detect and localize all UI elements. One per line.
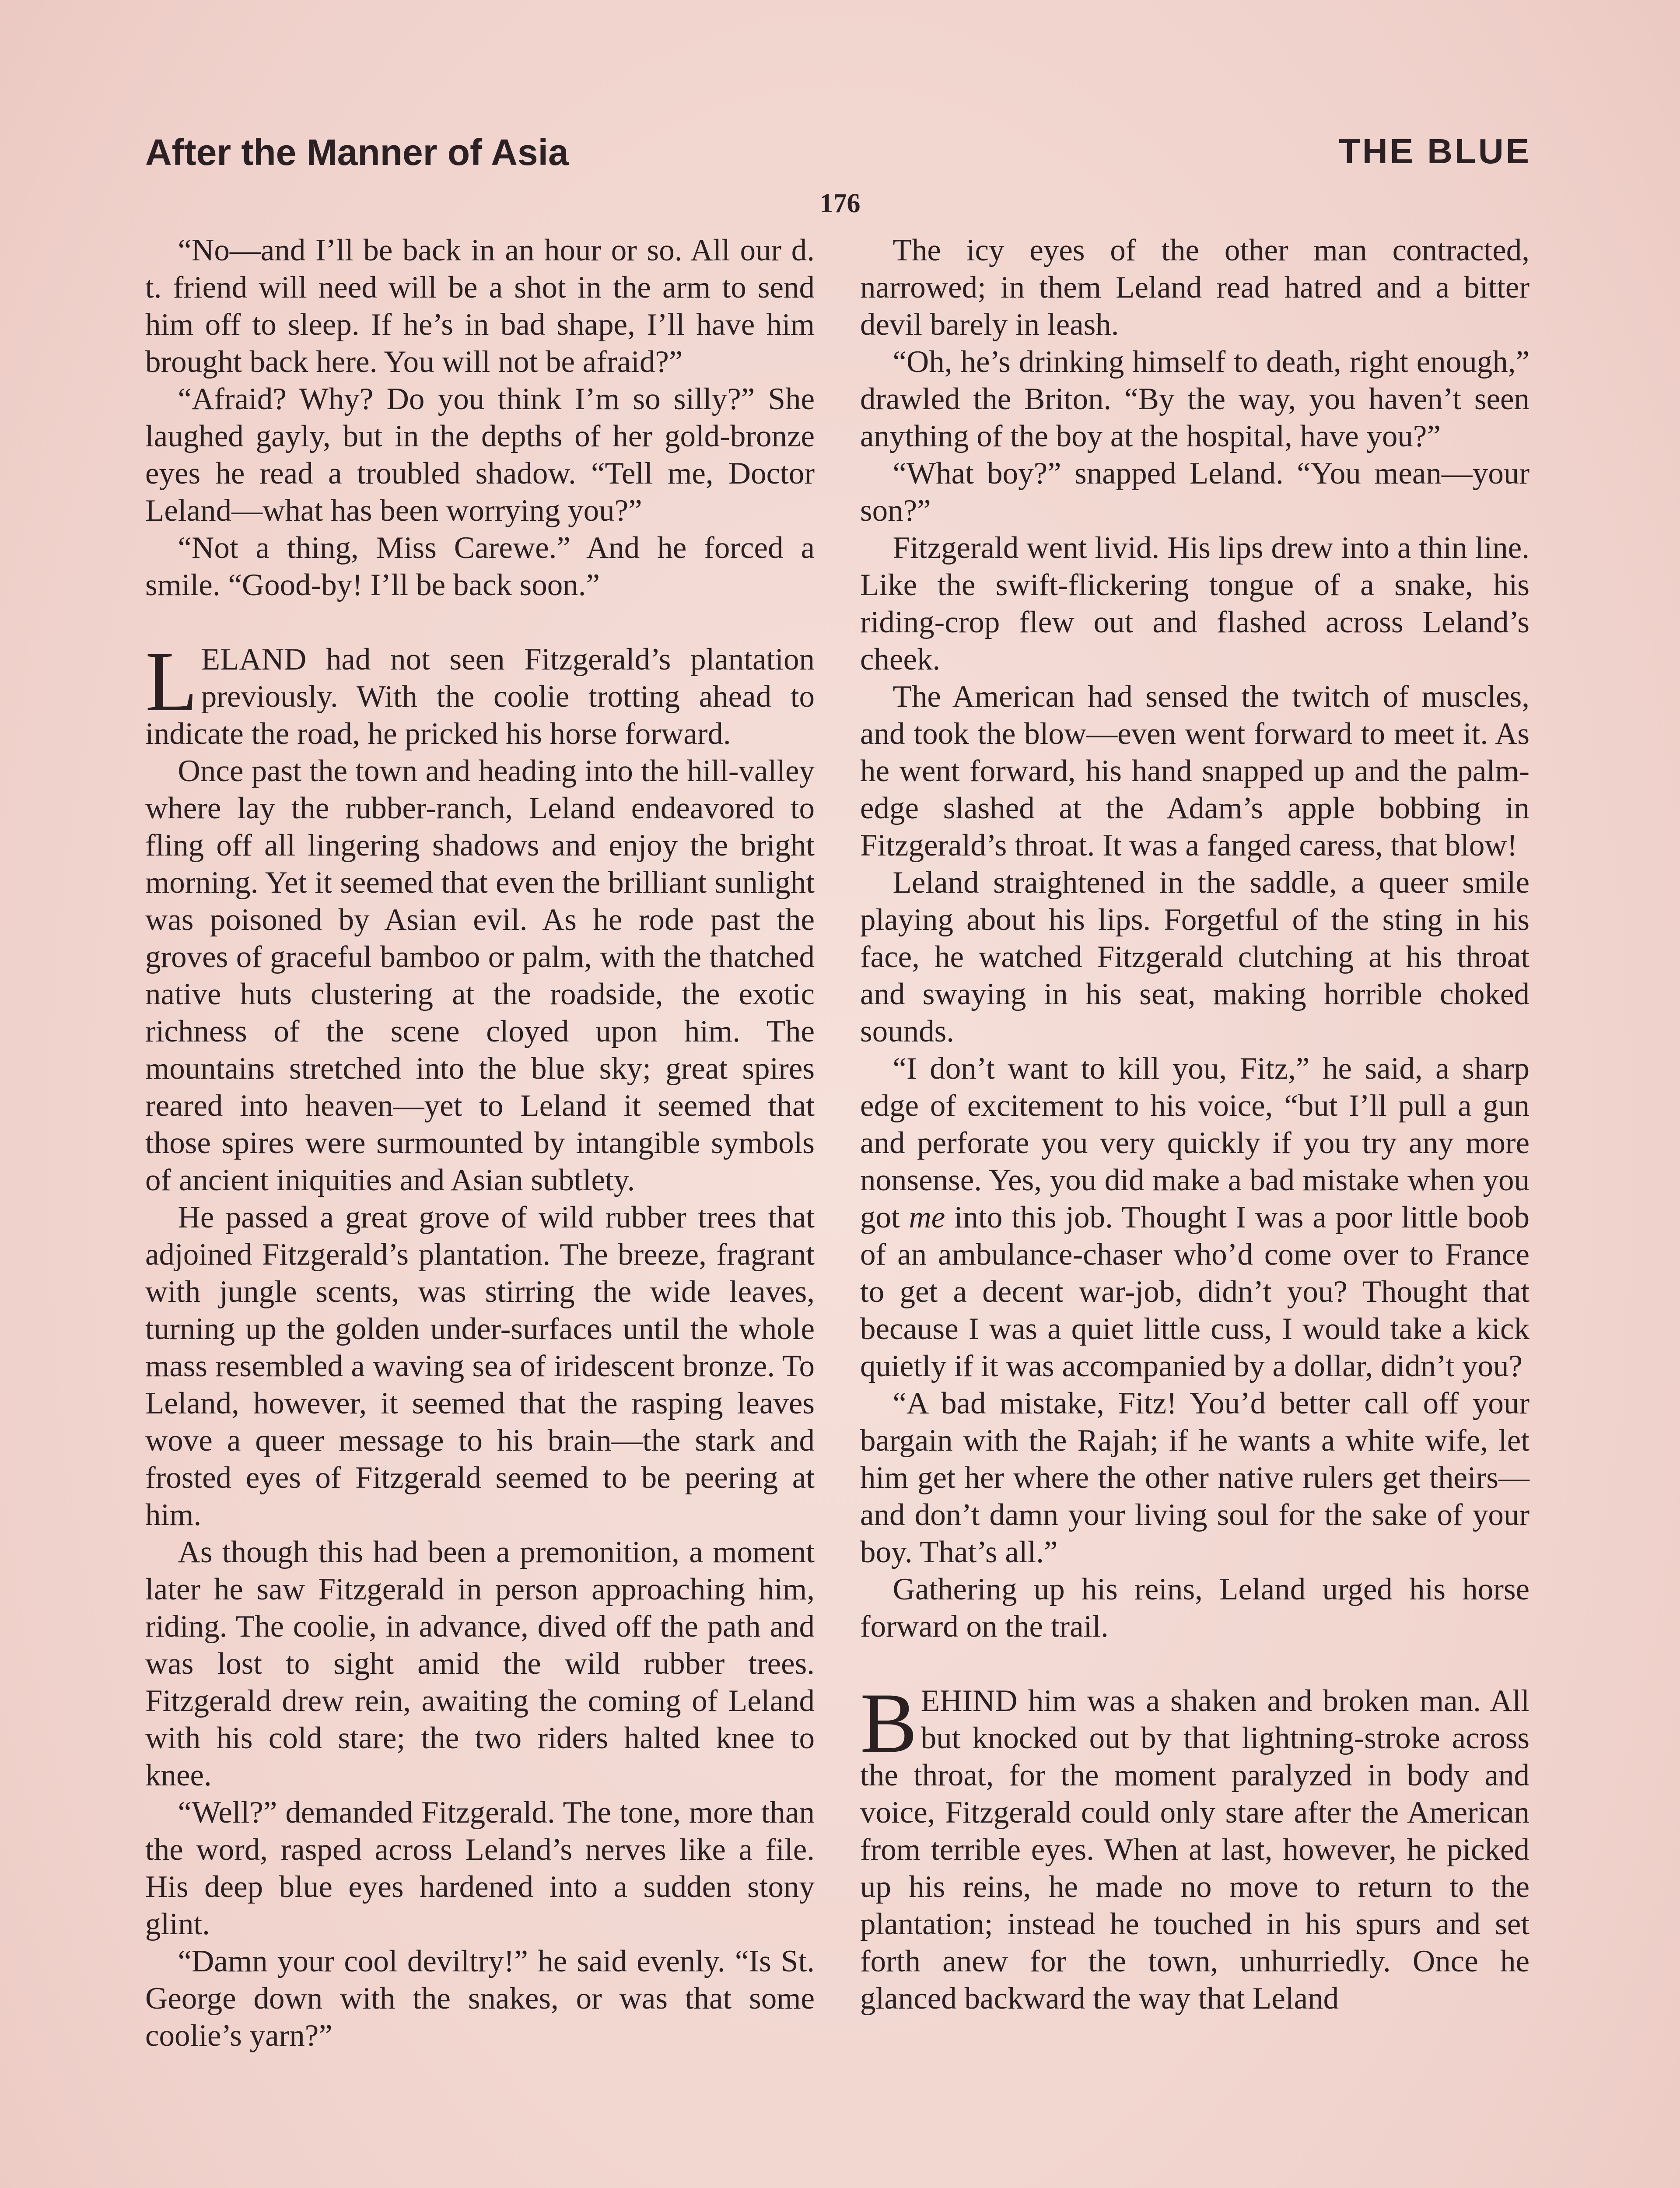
drop-cap: B xyxy=(860,1676,917,1771)
paragraph: The American had sensed the twitch of muscles, and took the blow—even went forward to meet it. As he went forward, his hand snapped up and the palm-edge slashed at the Adam’s apple bobbing in Fitzgerald’s throat. It was a fanged caress, that blow! xyxy=(860,680,1530,863)
paragraph: Fitzgerald went livid. His lips drew into a thin line. Like the swift-flickering tongue of a snake, his riding-crop flew out and flashed across Leland’s cheek. xyxy=(860,531,1530,677)
magazine-name: THE BLUE xyxy=(1339,132,1531,171)
running-head xyxy=(145,131,1531,193)
left-column xyxy=(145,232,815,2055)
story-title: After the Manner of Asia xyxy=(145,132,569,173)
drop-cap: L xyxy=(145,634,198,729)
emphasis: me xyxy=(909,1200,945,1234)
paragraph: “What boy?” snapped Leland. “You mean—your son?” xyxy=(860,456,1530,528)
right-column xyxy=(860,232,1530,2017)
paragraph-text: EHIND him was a shaken and broken man. All but knocked out by that lightning-stroke across the throat, for the moment paralyzed in body and voice, Fitzgerald could only stare after the American from terrible eyes. When at last, however, he picked up his reins, he made no move to return to the plantation; instead he touched in his spurs and set forth anew for the town, unhurriedly. Once he glanced backward the way that Leland xyxy=(860,1684,1530,2016)
paragraph: The icy eyes of the other man contracted, narrowed; in them Leland read hatred and a bitter devil barely in leash. xyxy=(860,233,1530,342)
page-number: 176 xyxy=(819,189,861,218)
paragraph: “Oh, he’s drinking himself to death, right enough,” drawled the Briton. “By the way, you haven’t seen anything of the boy at the hospital, have you?” xyxy=(860,345,1530,453)
paragraph: “Not a thing, Miss Carewe.” And he forced a smile. “Good-by! I’ll be back soon.” xyxy=(145,531,815,602)
paragraph: “A bad mistake, Fitz! You’d better call off your bargain with the Rajah; if he wants a white wife, let him get her where the other native rulers get theirs—and don’t damn your living soul for the sake of your boy. That’s all.” xyxy=(860,1386,1530,1569)
paragraph-text: into this job. Thought I was a poor little boob of an ambulance-chaser who’d come over to France to get a decent war-job, didn’t you? Thought that because I was a quiet little cuss, I would take a kick quietly if it was accompanied by a dollar, didn’t you? xyxy=(860,1200,1530,1383)
section-paragraph xyxy=(860,1676,1530,2017)
paragraph: He passed a great grove of wild rubber trees that adjoined Fitzgerald’s plantation. The breeze, fragrant with jungle scents, was stirring the wide leaves, turning up the golden under-surfaces until the whole mass resembled a waving sea of iridescent bronze. To Leland, however, it seemed that the rasping leaves wove a queer message to his brain—the stark and frosted eyes of Fitzgerald seemed to be peering at him. xyxy=(145,1200,815,1532)
paragraph: Leland straightened in the saddle, a queer smile playing about his lips. Forgetful of the sting in his face, he watched Fitzgerald clutching at his throat and swaying in his seat, making horrible choked sounds. xyxy=(860,866,1530,1048)
paragraph: Gathering up his reins, Leland urged his horse forward on the trail. xyxy=(860,1572,1530,1644)
paragraph: “Well?” demanded Fitzgerald. The tone, more than the word, rasped across Leland’s nerves like a file. His deep blue eyes hardened into a sudden stony glint. xyxy=(145,1795,815,1941)
paragraph-text: ELAND had not seen Fitzgerald’s plantation previously. With the coolie trotting ahead to indicate the road, he pricked his horse forward. xyxy=(145,642,815,751)
paragraph: “Afraid? Why? Do you think I’m so silly?” She laughed gayly, but in the depths of her gold-bronze eyes he read a troubled shadow. “Tell me, Doctor Leland—what has been worrying you?” xyxy=(145,382,815,528)
section-paragraph xyxy=(145,634,815,753)
paragraph-text: “I don’t want to kill you, Fitz,” he said, a sharp edge of excitement to his voice, “but I’ll pull a gun and perforate you very quickly if you try any more nonsense. Yes, you did make a bad mistake when you got xyxy=(860,1052,1530,1234)
paragraph: Once past the town and heading into the hill-valley where lay the rubber-ranch, Leland endeavored to fling off all lingering shadows and enjoy the bright morning. Yet it seemed that even the brilliant sunlight was poisoned by Asian evil. As he rode past the groves of graceful bamboo or palm, with the thatched native huts clustering at the roadside, the exotic richness of the scene cloyed upon him. The mountains stretched into the blue sky; great spires reared into heaven—yet to Leland it seemed that those spires were surmounted by intangible symbols of ancient iniquities and Asian subtlety. xyxy=(145,754,815,1197)
paragraph xyxy=(860,1050,1530,1385)
paragraph: “No—and I’ll be back in an hour or so. All our d. t. friend will need will be a shot in the arm to send him off to sleep. If he’s in bad shape, I’ll have him brought back here. You will not be afraid?” xyxy=(145,233,815,379)
paragraph: “Damn your cool deviltry!” he said evenly. “Is St. George down with the snakes, or was that some coolie’s yarn?” xyxy=(145,1944,815,2053)
paragraph: As though this had been a premonition, a moment later he saw Fitzgerald in person approaching him, riding. The coolie, in advance, dived off the path and was lost to sight amid the wild rubber trees. Fitzgerald drew rein, awaiting the coming of Leland with his cold stare; the two riders halted knee to knee. xyxy=(145,1535,815,1792)
